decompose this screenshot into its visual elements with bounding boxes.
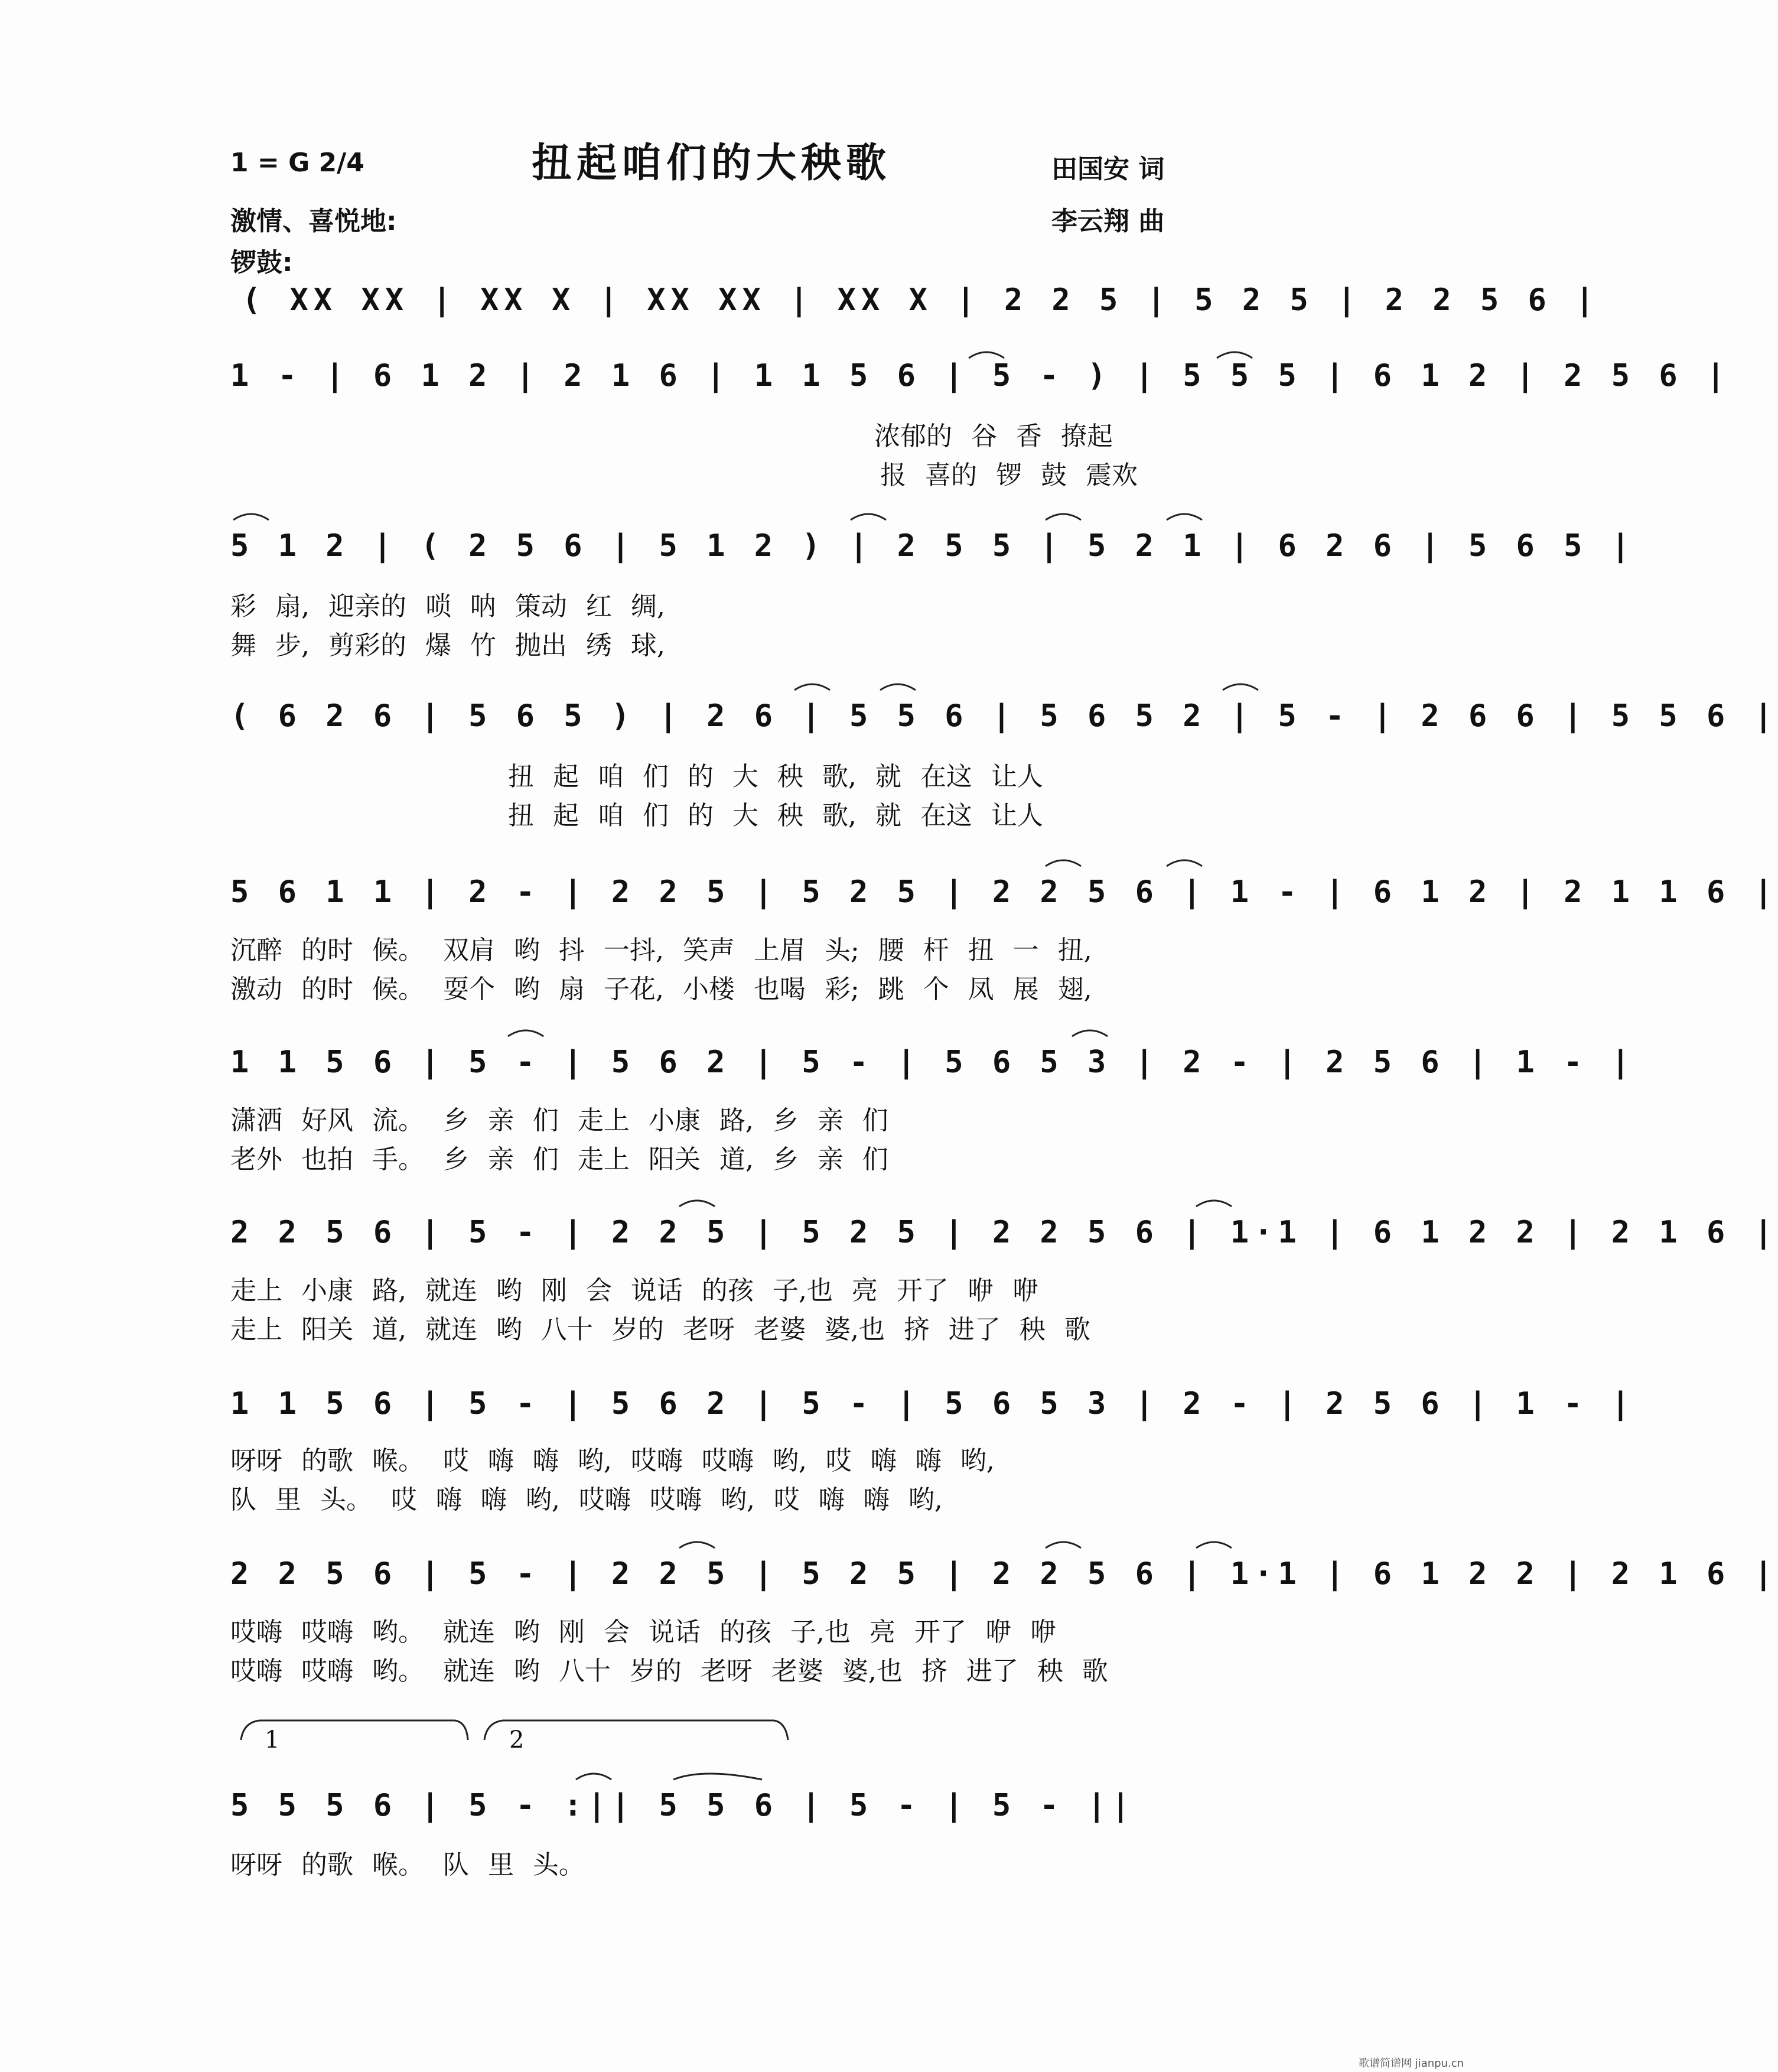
lyric-verse-2: 报 喜的 锣 鼓 震欢 xyxy=(880,460,1138,490)
tie-slur xyxy=(679,1201,715,1206)
composer-credit: 李云翔 曲 xyxy=(1051,206,1165,236)
notation-line-10: 5 5 5 6 | 5 - :|| 5 5 6 | 5 - | 5 - || xyxy=(230,1788,1135,1823)
notation-line-5: 5 6 1 1 | 2 - | 2 2 5 | 5 2 5 | 2 2 5 6 | 1 - | 6 1 2 | 2 1 1 6 | xyxy=(230,874,1778,910)
lyric-verse-1: 哎嗨 哎嗨 哟。 就连 哟 刚 会 说话 的孩 子,也 亮 开了 咿 咿 xyxy=(230,1617,1056,1647)
tie-slur xyxy=(1072,1030,1108,1036)
notation-line-2: 1 - | 6 1 2 | 2 1 6 | 1 1 5 6 | 5 - ) | 5 5 5 | 6 1 2 | 2 5 6 | xyxy=(230,358,1731,393)
lyric-verse-2: 激动 的时 候。 耍个 哟 扇 子花, 小楼 也喝 彩; 跳 个 凤 展 翅, xyxy=(230,974,1092,1004)
volta-second-bracket xyxy=(484,1720,788,1740)
notation-line-3: 5 1 2 | ( 2 5 6 | 5 1 2 ) | 2 5 5 | 5 2 1 | 6 2 6 | 5 6 5 | xyxy=(230,528,1636,564)
lyric-verse-1: 扭 起 咱 们 的 大 秧 歌, 就 在这 让人 xyxy=(508,762,1043,792)
tie-slur xyxy=(679,1542,715,1548)
notation-line-1: ( XX XX | XX X | XX XX | XX X | 2 2 5 | 5 2 5 | 2 2 5 6 | xyxy=(242,282,1600,318)
lyric-verse-1: 呀呀 的歌 喉。 队 里 头。 xyxy=(230,1850,585,1880)
tie-slur xyxy=(1167,514,1202,520)
tie-slur xyxy=(1046,1542,1081,1548)
tie-slur xyxy=(880,684,916,690)
lyric-verse-2: 老外 也拍 手。 乡 亲 们 走上 阳关 道, 乡 亲 们 xyxy=(230,1144,888,1175)
tie-slur xyxy=(508,1030,543,1036)
lyric-verse-2: 走上 阳关 道, 就连 哟 八十 岁的 老呀 老婆 婆,也 挤 进了 秧 歌 xyxy=(230,1315,1090,1345)
tie-slur xyxy=(1217,352,1252,358)
lyric-verse-1: 走上 小康 路, 就连 哟 刚 会 说话 的孩 子,也 亮 开了 咿 咿 xyxy=(230,1276,1038,1306)
tie-slur xyxy=(794,684,830,690)
volta-first-bracket xyxy=(241,1720,468,1740)
tie-slur xyxy=(1196,1542,1232,1548)
lyric-verse-2: 哎嗨 哎嗨 哟。 就连 哟 八十 岁的 老呀 老婆 婆,也 挤 进了 秧 歌 xyxy=(230,1656,1108,1686)
notation-line-9: 2 2 5 6 | 5 - | 2 2 5 | 5 2 5 | 2 2 5 6 | 1·1 | 6 1 2 2 | 2 1 6 | xyxy=(230,1556,1778,1592)
tie-slur xyxy=(1167,860,1202,866)
tie-slur xyxy=(1196,1201,1232,1206)
tie-slur xyxy=(576,1774,611,1780)
lyric-verse-2: 舞 步, 剪彩的 爆 竹 抛出 绣 球, xyxy=(230,630,665,661)
lyric-verse-1: 沉醉 的时 候。 双肩 哟 抖 一抖, 笑声 上眉 头; 腰 杆 扭 一 扭, xyxy=(230,935,1092,965)
lyric-verse-2: 队 里 头。 哎 嗨 嗨 哟, 哎嗨 哎嗨 哟, 哎 嗨 嗨 哟, xyxy=(230,1485,943,1515)
lyric-verse-1: 潇洒 好风 流。 乡 亲 们 走上 小康 路, 乡 亲 们 xyxy=(230,1105,888,1136)
drums-label: 锣鼓: xyxy=(230,248,293,278)
lyric-verse-1: 彩 扇, 迎亲的 唢 呐 策动 红 绸, xyxy=(230,591,665,622)
tie-slur xyxy=(1046,860,1081,866)
lyric-verse-1: 呀呀 的歌 喉。 哎 嗨 嗨 哟, 哎嗨 哎嗨 哟, 哎 嗨 嗨 哟, xyxy=(230,1446,995,1476)
tie-slur xyxy=(233,514,269,520)
notation-line-7: 2 2 5 6 | 5 - | 2 2 5 | 5 2 5 | 2 2 5 6 | 1·1 | 6 1 2 2 | 2 1 6 | xyxy=(230,1215,1778,1250)
tie-slur xyxy=(673,1774,762,1780)
tie-slur xyxy=(969,352,1004,358)
tie-slur xyxy=(1223,684,1258,690)
key-signature: 1 = G 2/4 xyxy=(230,148,364,178)
lyric-verse-1: 浓郁的 谷 香 撩起 xyxy=(874,421,1113,451)
notation-line-6: 1 1 5 6 | 5 - | 5 6 2 | 5 - | 5 6 5 3 | 2 - | 2 5 6 | 1 - | xyxy=(230,1045,1636,1080)
notation-line-8: 1 1 5 6 | 5 - | 5 6 2 | 5 - | 5 6 5 3 | 2 - | 2 5 6 | 1 - | xyxy=(230,1386,1636,1422)
song-title: 扭起咱们的大秧歌 xyxy=(532,139,891,187)
tempo-marking: 激情、喜悦地: xyxy=(230,206,397,236)
volta-first-number: 1 xyxy=(265,1726,280,1754)
lyricist-credit: 田国安 词 xyxy=(1051,154,1165,184)
volta-second-number: 2 xyxy=(509,1726,525,1754)
tie-slur xyxy=(851,514,886,520)
lyric-verse-2: 扭 起 咱 们 的 大 秧 歌, 就 在这 让人 xyxy=(508,801,1043,831)
site-watermark: 歌谱简谱网 jianpu.cn xyxy=(1359,2057,1464,2070)
notation-line-4: ( 6 2 6 | 5 6 5 ) | 2 6 | 5 5 6 | 5 6 5 2 | 5 - | 2 6 6 | 5 5 6 | xyxy=(230,698,1778,734)
tie-slur xyxy=(1046,514,1081,520)
